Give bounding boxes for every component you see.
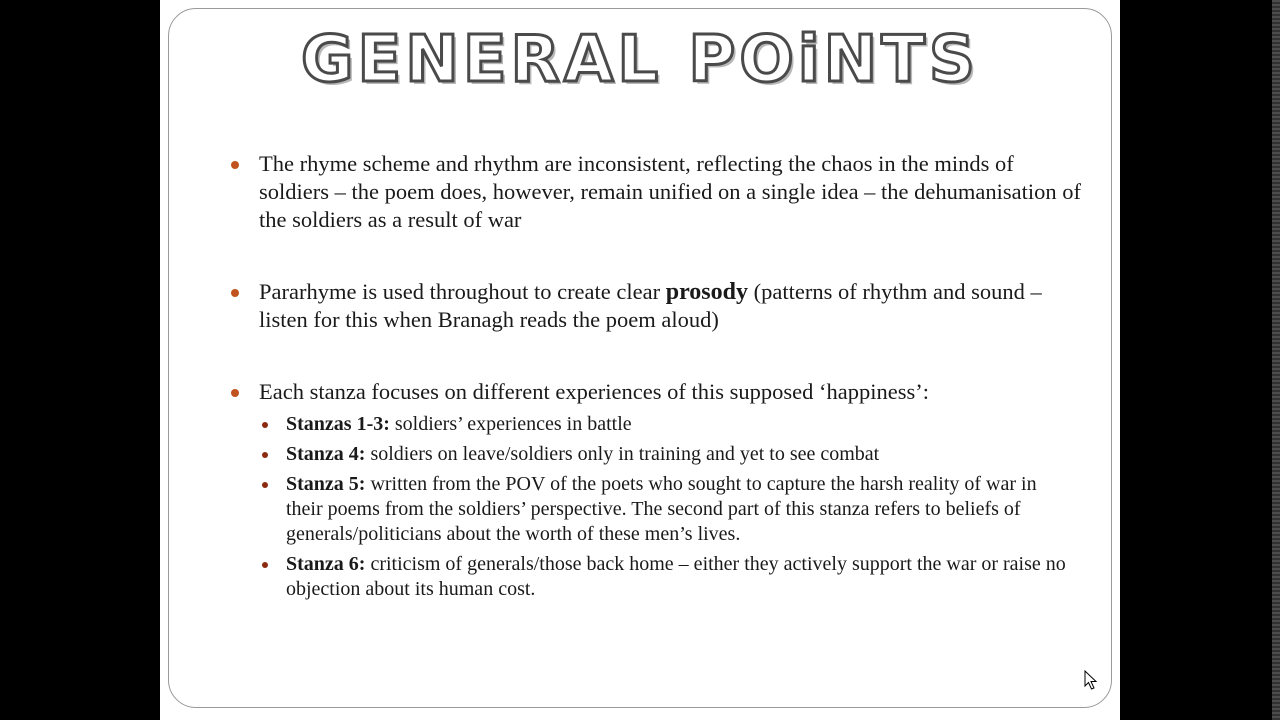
bullet-text: Each stanza focuses on different experiences of this supposed ‘happiness’: [259, 379, 929, 404]
stanza-label: Stanza 4: [286, 443, 366, 465]
stanza-text: soldiers’ experiences in battle [389, 413, 632, 435]
sub-bullet-dot-icon [262, 452, 268, 458]
bullet-pararhyme [224, 278, 1084, 334]
slide-canvas [160, 0, 1120, 720]
stanza-item [252, 412, 1066, 437]
stanza-item [252, 552, 1066, 602]
bullet-rhyme-scheme [224, 150, 1084, 234]
stanza-label: Stanza 6: [286, 553, 366, 575]
bullet-dot-icon [231, 161, 239, 169]
sub-bullet-dot-icon [262, 562, 268, 568]
bullet-dot-icon [231, 289, 239, 297]
stanza-label: Stanza 5: [286, 473, 366, 495]
sub-bullet-dot-icon [262, 482, 268, 488]
stanza-list [252, 412, 1084, 602]
stanza-item [252, 472, 1066, 547]
stanza-text: written from the POV of the poets who sought to capture the harsh reality of war in their poems from the soldiers’ perspective. The second part of this stanza refers to beliefs of generals/politicians about the worth of these men’s lives. [286, 473, 1037, 545]
bullet-dot-icon [231, 389, 239, 397]
stanza-label: Stanzas 1-3: [286, 413, 390, 435]
mouse-cursor-icon [1084, 670, 1098, 690]
slide-content [224, 150, 1084, 607]
bullet-text: The rhyme scheme and rhythm are inconsistent, reflecting the chaos in the minds of soldiers – the poem does, however, remain unified on a single idea – the dehumanisation of the soldiers as a result of war [259, 151, 1082, 232]
slide-title: GENERAL POiNTS [301, 23, 979, 97]
stanza-item [252, 442, 1066, 467]
bullet-text-end: (patterns of rhythm and sound – listen for this when Branagh reads the poem aloud) [259, 279, 1042, 332]
sub-bullet-dot-icon [262, 422, 268, 428]
stanza-text: criticism of generals/those back home – either they actively support the war or raise no objection about its human cost. [286, 553, 1066, 600]
stanza-text: soldiers on leave/soldiers only in training and yet to see combat [365, 443, 880, 465]
bullet-stanza-focus [224, 378, 1084, 406]
screen-edge-strip [1272, 0, 1280, 720]
bullet-text-start: Pararhyme is used throughout to create clear [259, 279, 666, 304]
bullet-emphasis: prosody [665, 279, 748, 305]
